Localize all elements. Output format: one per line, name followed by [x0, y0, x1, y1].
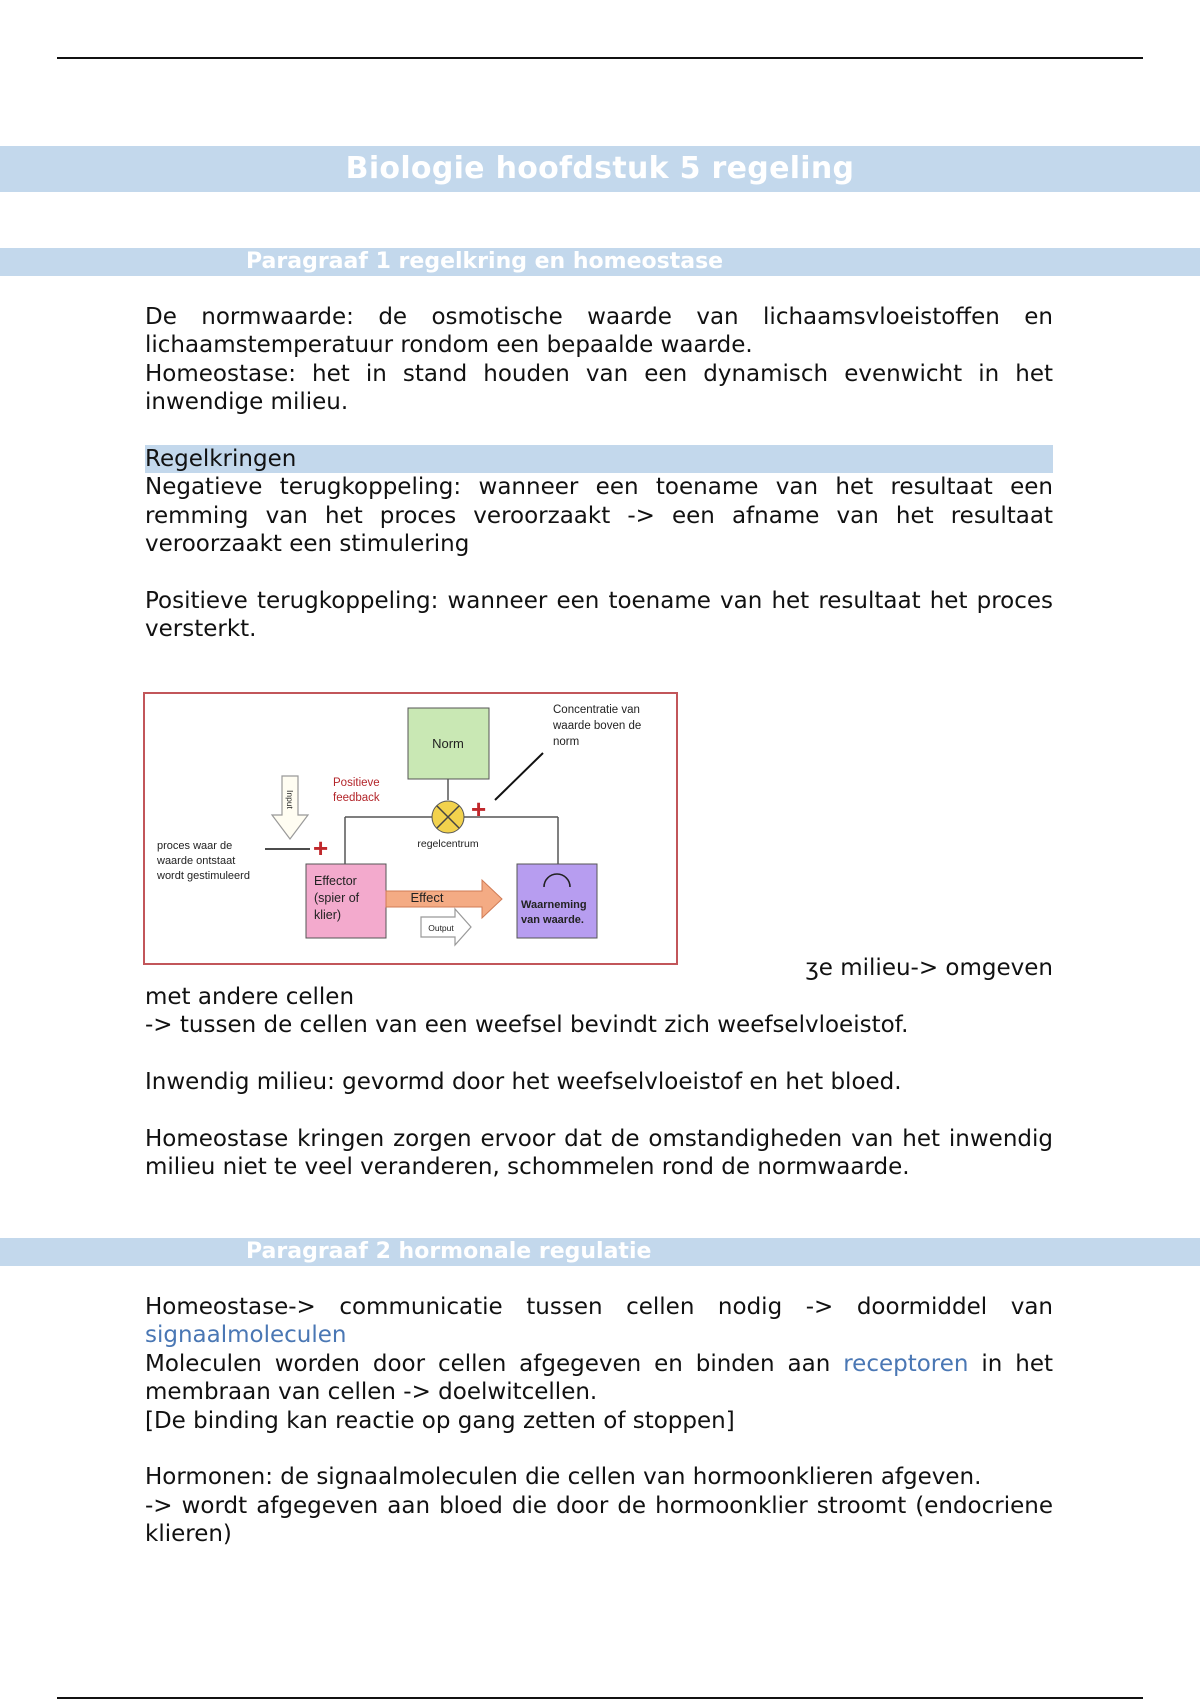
concentration-note-line-3: norm	[553, 736, 580, 748]
section-heading-1	[0, 248, 1200, 276]
homeostase-paragraph: Homeostase: het in stand houden van een dynamisch evenwicht in het inwendige milieu.	[145, 360, 1053, 416]
effector-label-2: (spier of	[314, 891, 360, 905]
signaalmoleculen-link[interactable]: signaalmoleculen	[145, 1322, 347, 1349]
section-heading-1-text: Paragraaf 1 regelkring en homeostase	[246, 249, 724, 274]
negatieve-terugkoppeling-paragraph: Negatieve terugkoppeling: wanneer een toename van het resultaat een remming van het proces veroorzaakt -> een afname van het resultaat veroorzaakt een stimulering	[145, 474, 1053, 558]
plus-sign-process: +	[313, 833, 329, 863]
input-label: Input	[285, 790, 295, 809]
bloed-paragraph: -> wordt afgegeven aan bloed die door de hormoonklier stroomt (endocriene klieren)	[145, 1492, 1053, 1548]
process-note-line-1: proces waar de	[157, 840, 233, 852]
section-1-text-block-continued	[145, 983, 1053, 1182]
homeostase-kringen-paragraph: Homeostase kringen zorgen ervoor dat de omstandigheden van het inwendig milieu niet te veel veranderen, schommelen rond de normwaarde.	[145, 1126, 1053, 1181]
hormonen-paragraph: Hormonen: de signaalmoleculen die cellen van hormoonklieren afgeven.	[145, 1464, 982, 1491]
communicatie-paragraph	[145, 1293, 1053, 1350]
regelkringen-heading: Regelkringen	[145, 445, 1053, 473]
concentration-note-line-1: Concentratie van	[553, 704, 640, 716]
concentration-pointer-line	[495, 753, 543, 800]
plus-sign-control: +	[471, 794, 487, 824]
positive-feedback-label-1: Positieve	[333, 777, 380, 789]
inwendig-milieu-paragraph: Inwendig milieu: gevormd door het weefselvloeistof en het bloed.	[145, 1069, 902, 1096]
moleculen-text-post: in het membraan van cellen -> doelwitcellen.	[145, 1350, 1054, 1406]
effector-label-1: Effector	[314, 874, 357, 888]
norm-label: Norm	[432, 736, 464, 751]
moleculen-paragraph	[145, 1350, 1053, 1407]
cellen-line: met andere cellen	[145, 984, 355, 1010]
section-heading-2	[0, 1238, 1200, 1266]
regelkring-diagram	[143, 692, 678, 965]
effector-label-3: klier)	[314, 908, 342, 922]
process-note-line-3: wordt gestimuleerd	[157, 870, 250, 882]
weefselvloeistof-line: -> tussen de cellen van een weefsel bevindt zich weefselvloeistof.	[145, 1012, 909, 1039]
footer-rule	[57, 1697, 1143, 1699]
positieve-terugkoppeling-paragraph: Positieve terugkoppeling: wanneer een toename van het resultaat het proces versterkt.	[145, 588, 1053, 643]
process-note-line-2: waarde ontstaat	[157, 855, 236, 867]
binding-note: [De binding kan reactie op gang zetten of stoppen]	[145, 1407, 735, 1434]
moleculen-text-pre: Moleculen worden door cellen afgegeven en binden aan	[145, 1350, 831, 1377]
section-2-text-block	[145, 1293, 1053, 1549]
header-rule	[57, 57, 1143, 59]
effect-label: Effect	[410, 890, 444, 905]
perception-label-1: Waarneming	[521, 899, 587, 911]
perception-label-2: van waarde.	[521, 914, 584, 926]
normwaarde-paragraph: De normwaarde: de osmotische waarde van lichaamsvloeistoffen en lichaamstemperatuur rondom een bepaalde waarde.	[145, 304, 1053, 359]
output-label: Output	[428, 923, 454, 933]
section-heading-2-text: Paragraaf 2 hormonale regulatie	[246, 1239, 652, 1264]
document-title: Biologie hoofdstuk 5 regeling	[0, 146, 1200, 192]
effect-arrow	[386, 880, 502, 918]
receptoren-link[interactable]: receptoren	[843, 1350, 969, 1377]
concentration-note-line-2: waarde boven de	[553, 720, 642, 732]
partially-covered-line: ʒe milieu-> omgeven	[805, 955, 1053, 981]
communicatie-text: Homeostase-> communicatie tussen cellen nodig -> doormiddel van	[145, 1294, 1053, 1320]
section-1-text-block	[145, 303, 1053, 644]
control-center-label: regelcentrum	[417, 838, 479, 850]
positive-feedback-label-2: feedback	[333, 792, 380, 804]
